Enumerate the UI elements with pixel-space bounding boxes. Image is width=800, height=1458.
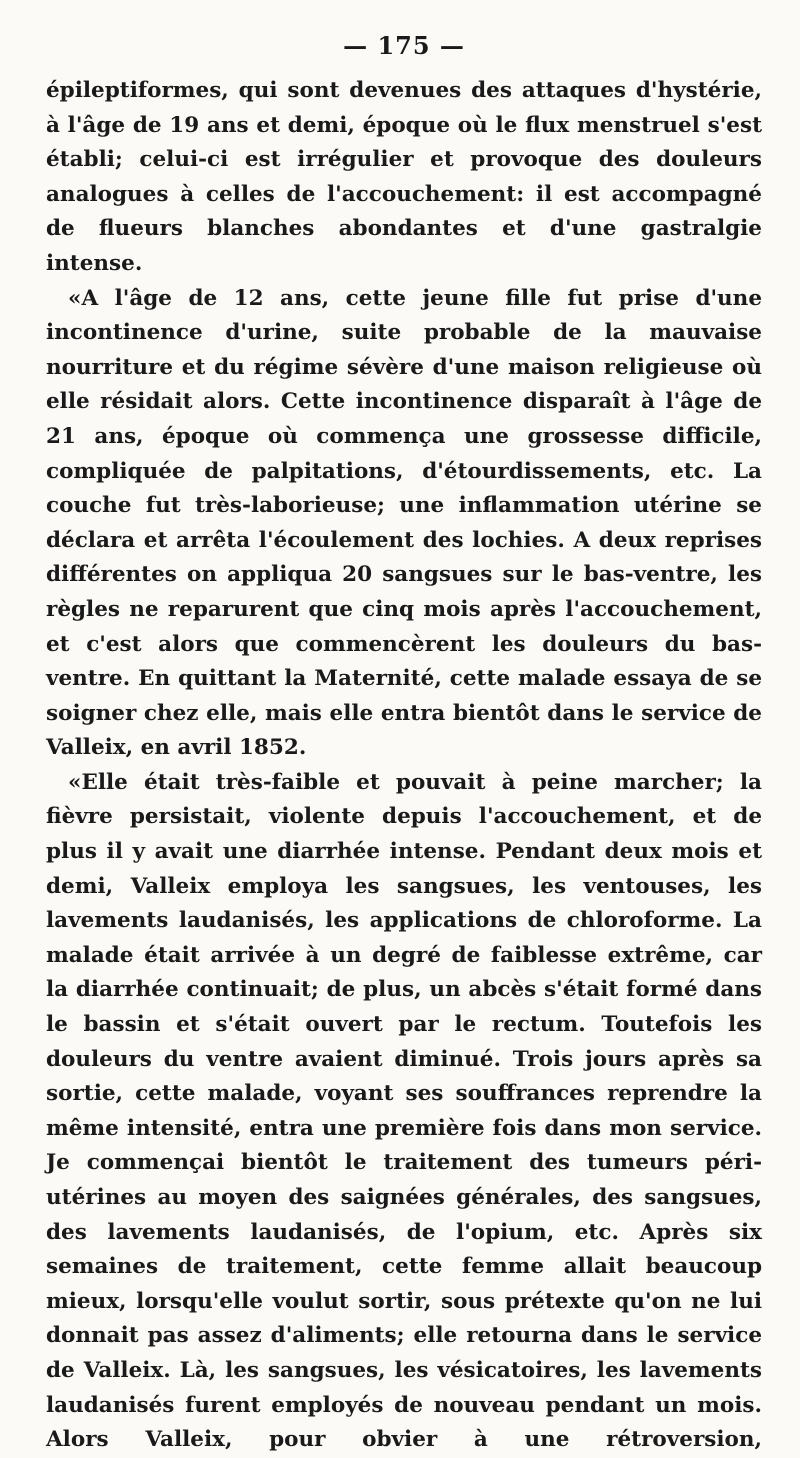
paragraph-1: épileptiformes, qui sont devenues des attaques d'hystérie, à l'âge de 19 ans et demi, époque où le flux menstruel s'est établi; celui-ci est irrégulier et provoque des douleurs analogues à celles de l'accouchement: il est accompagné de flueurs blanches abondantes et d'une gastralgie intense. xyxy=(46,78,762,276)
body-text xyxy=(46,74,762,1458)
paragraph-2: «A l'âge de 12 ans, cette jeune fille fut prise d'une incontinence d'urine, suite probable de la mauvaise nourriture et du régime sévère d'une maison religieuse où elle résidait alors. Cette incontinence disparaît à l'âge de 21 ans, époque où commença une grossesse difficile, compliquée de palpitations, d'étourdissements, etc. La couche fut très-laborieuse; une inflammation utérine se déclara et arrêta l'écoulement des lochies. A deux reprises différentes on appliqua 20 sangsues sur le bas-ventre, les règles ne reparurent que cinq mois après l'accouchement, et c'est alors que commencèrent les douleurs du bas-ventre. En quittant la Maternité, cette malade essaya de se soigner chez elle, mais elle entra bientôt dans le service de Valleix, en avril 1852. xyxy=(46,285,762,761)
paragraph-3: «Elle était très-faible et pouvait à peine marcher; la fièvre persistait, violente depuis l'accouchement, et de plus il y avait une diarrhée intense. Pendant deux mois et demi, Valleix employa les sangsues, les ventouses, les lavements laudanisés, les applications de chloroforme. La malade était arrivée à un degré de faiblesse extrême, car la diarrhée continuait; de plus, un abcès s'était formé dans le bassin et s'était ouvert par le rectum. Toutefois les douleurs du ventre avaient diminué. Trois jours après sa sortie, cette malade, voyant ses souffrances reprendre la même intensité, entra une première fois dans mon service. Je commençai bientôt le traitement des tumeurs péri-utérines au moyen des saignées générales, des sangsues, des lavements laudanisés, de l'opium, etc. Après six semaines de traitement, cette femme allait beaucoup mieux, lorsqu'elle voulut sortir, sous prétexte qu'on ne lui donnait pas assez d'aliments; elle retourna dans le service de Valleix. Là, les sangsues, les vésicatoires, les lavements laudanisés furent employés de nouveau pendant un mois. Alors Valleix, pour obvier à une rétroversion, xyxy=(46,769,762,1453)
page-number: — 175 — xyxy=(343,31,465,60)
